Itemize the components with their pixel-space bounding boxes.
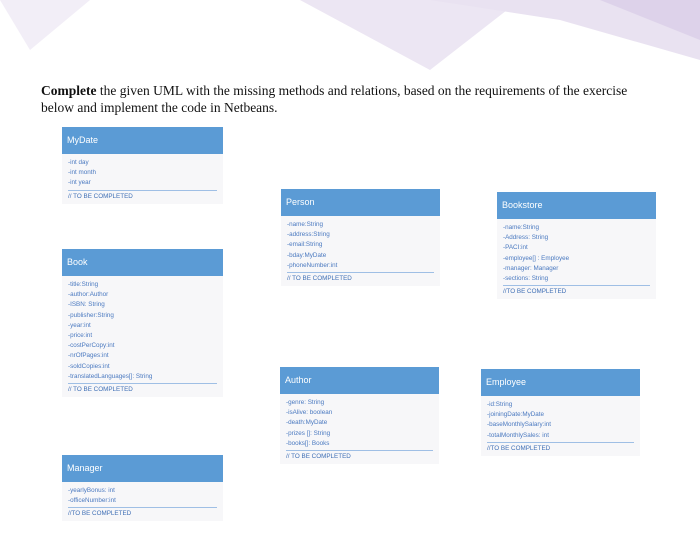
methods-placeholder: //TO BE COMPLETED	[487, 444, 551, 452]
attribute: -genre: String	[286, 399, 325, 406]
compartment-divider	[503, 285, 650, 286]
class-name: Author	[280, 367, 439, 394]
attribute: -death:MyDate	[286, 419, 328, 427]
instruction-body: the given UML with the missing methods and relations, based on the requirements of the exercise below and implement the code in Netbeans.	[41, 83, 628, 115]
class-name: Manager	[62, 455, 223, 482]
attribute: -totalMonthlySales: int	[487, 431, 549, 439]
attribute-list	[497, 219, 656, 287]
class-name: Employee	[481, 369, 640, 396]
attribute-list	[62, 482, 223, 509]
class-author	[280, 367, 439, 464]
attribute: -soldCopies:int	[68, 362, 110, 370]
attribute: -address:String	[287, 231, 330, 239]
attribute: -year:int	[68, 321, 91, 329]
attribute: -PACI:int	[503, 244, 528, 252]
methods-placeholder: // TO BE COMPLETED	[68, 386, 133, 394]
compartment-divider	[68, 190, 217, 191]
attribute: -isAlive: boolean	[286, 409, 333, 417]
attribute-list	[62, 276, 223, 385]
class-bookstore	[497, 192, 656, 299]
methods-placeholder: //TO BE COMPLETED	[503, 288, 567, 296]
class-manager	[62, 455, 223, 521]
attribute: -int year	[68, 179, 91, 187]
compartment-divider	[286, 450, 433, 451]
attribute: -joiningDate:MyDate	[487, 411, 545, 419]
class-name: Bookstore	[497, 192, 656, 219]
methods-placeholder: // TO BE COMPLETED	[287, 275, 352, 283]
class-name: MyDate	[62, 127, 223, 154]
attribute: -officeNumber:int	[68, 497, 116, 505]
attribute: -Address: String	[503, 234, 549, 242]
compartment-divider	[68, 507, 217, 508]
attribute: -name:String	[287, 221, 324, 228]
methods-placeholder: // TO BE COMPLETED	[286, 453, 351, 461]
class-person	[281, 189, 440, 286]
attribute: -yearlyBonus: int	[68, 487, 115, 494]
attribute: -publisher:String	[68, 311, 114, 319]
compartment-divider	[287, 272, 434, 273]
attribute-list	[280, 394, 439, 452]
attribute: -email:String	[287, 241, 323, 249]
attribute: -sections: String	[503, 275, 549, 283]
attribute-list	[281, 216, 440, 274]
class-mydate	[62, 127, 223, 204]
attribute: -ISBN: String	[68, 301, 105, 309]
methods-placeholder: // TO BE COMPLETED	[68, 192, 133, 200]
attribute: -phoneNumber:int	[287, 261, 338, 269]
class-name: Book	[62, 249, 223, 276]
attribute-list	[481, 396, 640, 444]
background-decoration	[0, 0, 700, 80]
attribute: -translatedLanguages[]: String	[68, 372, 153, 380]
attribute: -books[]: Books	[286, 439, 330, 447]
attribute: -nrOfPages:int	[68, 352, 109, 360]
attribute: -int month	[68, 169, 96, 177]
compartment-divider	[68, 383, 217, 384]
attribute: -costPerCopy:int	[68, 342, 115, 350]
attribute: -bday:MyDate	[287, 251, 327, 259]
compartment-divider	[487, 442, 634, 443]
attribute-list	[62, 154, 223, 192]
attribute: -int day	[68, 159, 89, 166]
attribute: -price:int	[68, 332, 93, 340]
class-book	[62, 249, 223, 397]
attribute: -manager: Manager	[503, 264, 559, 272]
instruction-text	[41, 82, 641, 116]
class-name: Person	[281, 189, 440, 216]
class-employee	[481, 369, 640, 456]
attribute: -prizes []: String	[286, 429, 331, 437]
attribute: -id:String	[487, 401, 513, 408]
methods-placeholder: //TO BE COMPLETED	[68, 510, 132, 518]
attribute: -employee[] : Employee	[503, 254, 570, 262]
attribute: -title:String	[68, 281, 99, 288]
attribute: -author:Author	[68, 291, 109, 299]
attribute: -name:String	[503, 224, 540, 231]
attribute: -baseMonthlySalary:int	[487, 421, 552, 429]
instruction-bold: Complete	[41, 83, 97, 98]
